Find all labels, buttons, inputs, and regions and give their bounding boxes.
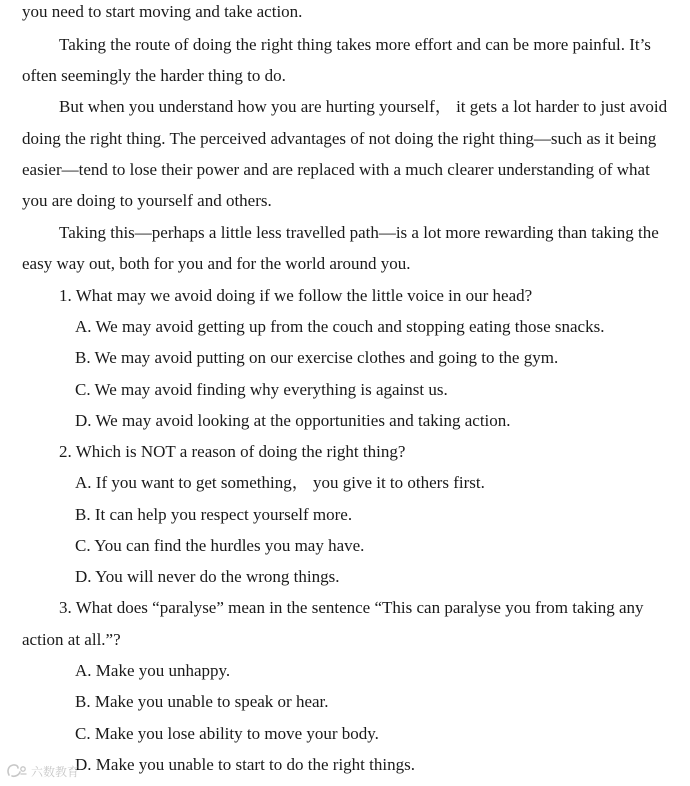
answer-option: C. We may avoid finding why everything is against us.	[75, 380, 448, 399]
paragraph-line: you are doing to yourself and others.	[22, 191, 272, 210]
paragraph-line: Taking this—perhaps a little less travelled path—is a lot more rewarding than taking the	[59, 223, 659, 242]
answer-option: D. You will never do the wrong things.	[75, 567, 340, 586]
paragraph-line: often seemingly the harder thing to do.	[22, 66, 286, 85]
watermark	[6, 761, 79, 781]
answer-option: B. Make you unable to speak or hear.	[75, 692, 329, 711]
answer-option: A. If you want to get something， you give it to others first.	[75, 473, 485, 492]
paragraph-line: easy way out, both for you and for the world around you.	[22, 254, 411, 273]
question-stem: 3. What does “paralyse” mean in the sentence “This can paralyse you from taking any	[59, 598, 644, 617]
paragraph-line: doing the right thing. The perceived advantages of not doing the right thing—such as it being	[22, 129, 657, 148]
answer-option: D. We may avoid looking at the opportunities and taking action.	[75, 411, 511, 430]
watermark-text: 六数教育	[31, 764, 80, 779]
paragraph-line: easier—tend to lose their power and are replaced with a much clearer understanding of what	[22, 160, 650, 179]
answer-option: C. You can find the hurdles you may have.	[75, 536, 365, 555]
answer-option: A. Make you unhappy.	[75, 661, 231, 680]
answer-option: B. It can help you respect yourself more.	[75, 505, 353, 524]
watermark-logo-icon	[6, 763, 28, 779]
paragraph-line: Taking the route of doing the right thing takes more effort and can be more painful. It’s	[59, 35, 651, 54]
paragraph-line: But when you understand how you are hurting yourself， it gets a lot harder to just avoid	[59, 97, 668, 116]
answer-option: B. We may avoid putting on our exercise clothes and going to the gym.	[75, 348, 559, 367]
question-stem: 1. What may we avoid doing if we follow the little voice in our head?	[59, 286, 533, 305]
paragraph-line: you need to start moving and take action.	[22, 2, 303, 21]
question-stem-continued: action at all.”?	[22, 630, 121, 649]
question-stem: 2. Which is NOT a reason of doing the right thing?	[59, 442, 406, 461]
answer-option: A. We may avoid getting up from the couch and stopping eating those snacks.	[75, 317, 605, 336]
answer-option: D. Make you unable to start to do the right things.	[75, 755, 415, 774]
answer-option: C. Make you lose ability to move your body.	[75, 724, 379, 743]
